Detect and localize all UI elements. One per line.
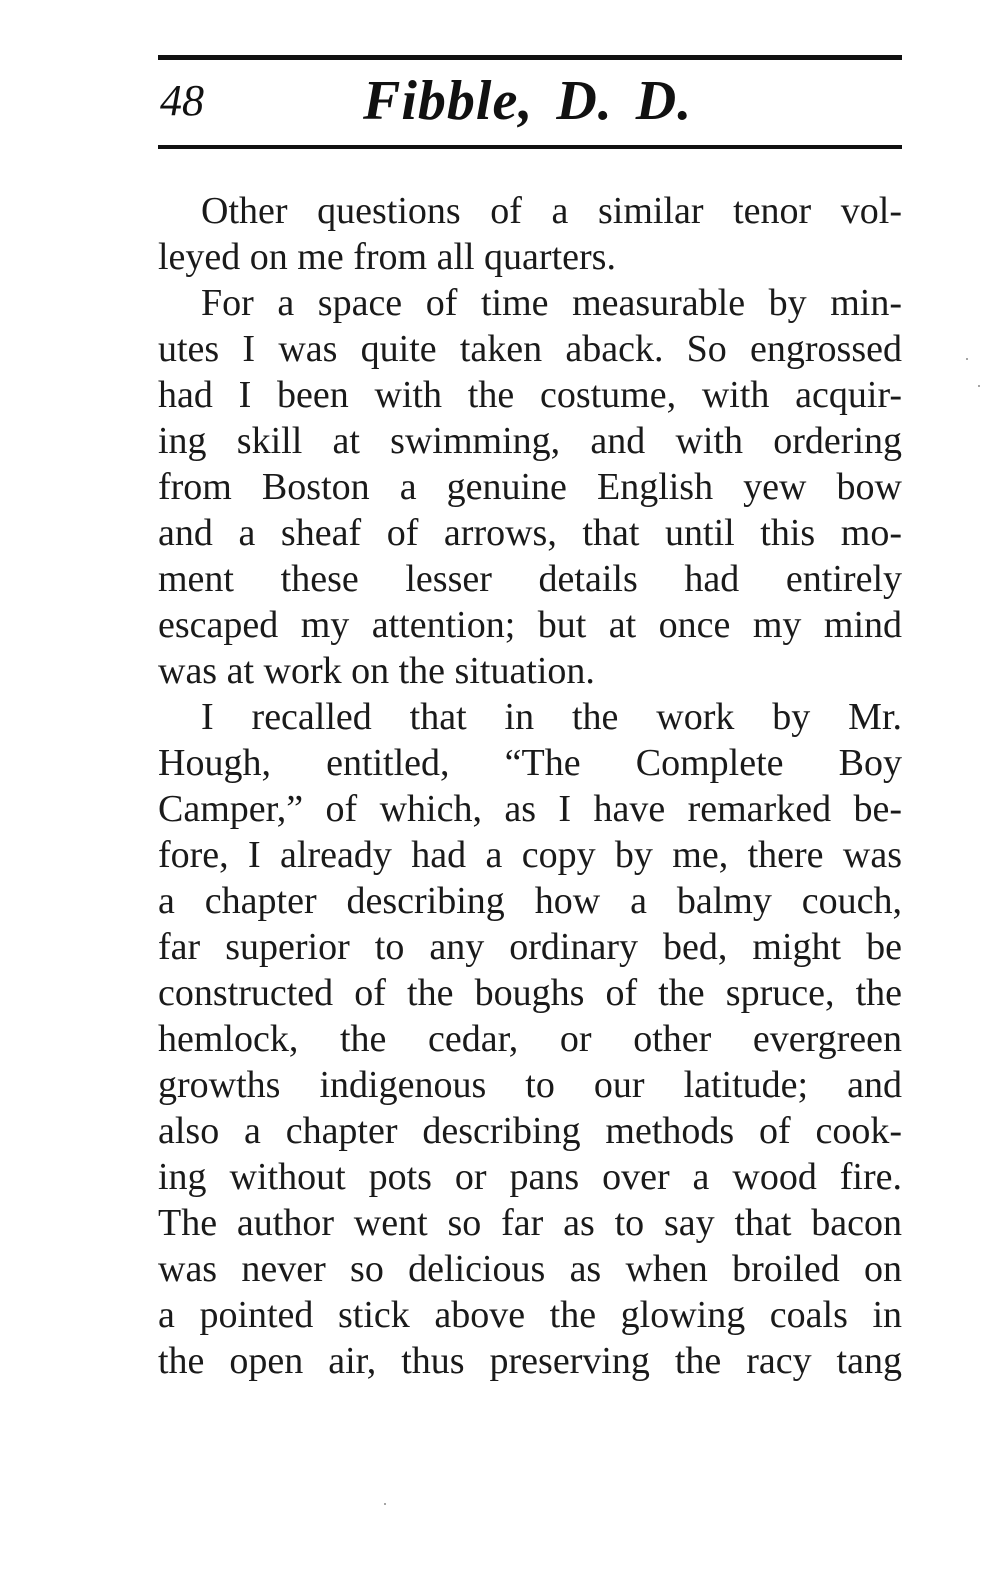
text-line: growths indigenous to our latitude; and (158, 1064, 902, 1106)
text-line: constructed of the boughs of the spruce, the (158, 972, 902, 1014)
text-line: Camper,” of which, as I have remarked be- (158, 788, 902, 830)
header-bottom-rule (158, 145, 902, 149)
scan-speck (384, 1503, 386, 1505)
text-line: the open air, thus preserving the racy tang (158, 1340, 902, 1382)
text-line: was at work on the situation. (158, 650, 595, 692)
text-line: fore, I already had a copy by me, there was (158, 834, 902, 876)
text-line: Other questions of a similar tenor vol- (201, 190, 902, 232)
text-line: had I been with the costume, with acquir- (158, 374, 902, 416)
scan-speck (966, 358, 968, 360)
text-line: ment these lesser details had entirely (158, 558, 902, 600)
text-line: also a chapter describing methods of cook- (158, 1110, 902, 1152)
text-line: was never so delicious as when broiled on (158, 1248, 902, 1290)
text-line: escaped my attention; but at once my mind (158, 604, 902, 646)
text-line: a pointed stick above the glowing coals in (158, 1294, 902, 1336)
text-line: utes I was quite taken aback. So engrossed (158, 328, 902, 370)
text-line: hemlock, the cedar, or other evergreen (158, 1018, 902, 1060)
text-line: and a sheaf of arrows, that until this mo- (158, 512, 902, 554)
text-line: ing skill at swimming, and with ordering (158, 420, 902, 462)
text-line: a chapter describing how a balmy couch, (158, 880, 902, 922)
page-number: 48 (160, 76, 204, 125)
text-line: I recalled that in the work by Mr. (201, 696, 902, 738)
page-header (158, 68, 902, 138)
scan-speck (978, 385, 980, 387)
header-top-rule (158, 55, 902, 60)
text-line: far superior to any ordinary bed, might be (158, 926, 902, 968)
text-line: Hough, entitled, “The Complete Boy (158, 742, 902, 784)
text-line: For a space of time measurable by min- (201, 282, 902, 324)
text-line: ing without pots or pans over a wood fire. (158, 1156, 902, 1198)
body-text (158, 188, 902, 1384)
text-line: from Boston a genuine English yew bow (158, 466, 902, 508)
running-title: Fibble, D. D. (363, 70, 693, 132)
text-line: leyed on me from all quarters. (158, 236, 616, 278)
text-line: The author went so far as to say that bacon (158, 1202, 902, 1244)
